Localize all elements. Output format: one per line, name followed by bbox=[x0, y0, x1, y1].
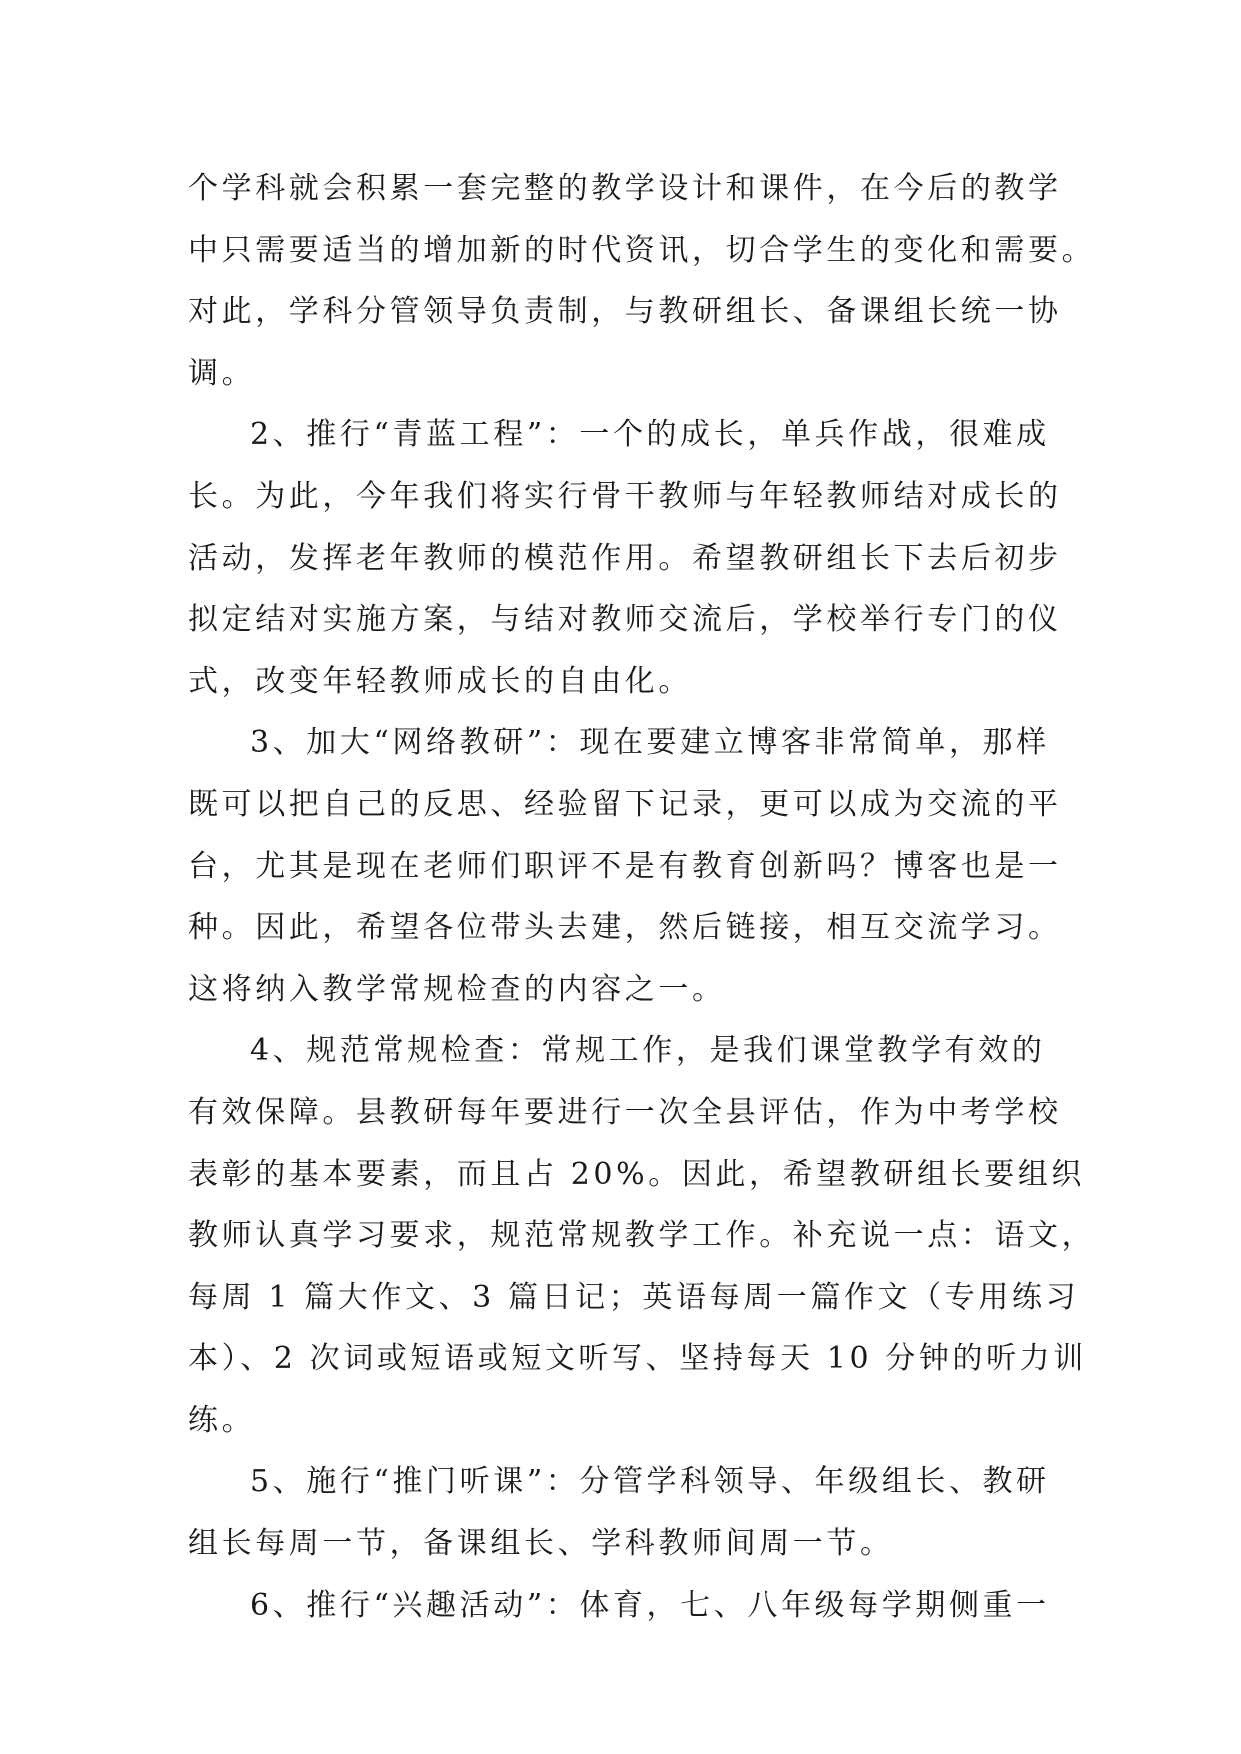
text-line: 活动，发挥老年教师的模范作用。希望教研组长下去后初步 bbox=[188, 540, 1062, 576]
paragraph-first-line: 4、规范常规检查：常规工作，是我们课堂教学有效的 bbox=[250, 1033, 1046, 1069]
text-line: 拟定结对实施方案，与结对教师交流后，学校举行专门的仪 bbox=[188, 602, 1062, 638]
text-line: 这将纳入教学常规检查的内容之一。 bbox=[188, 971, 726, 1007]
text-line: 台，尤其是现在老师们职评不是有教育创新吗？博客也是一 bbox=[188, 848, 1062, 884]
paragraph-first-line: 6、推行“兴趣活动”：体育，七、八年级每学期侧重一 bbox=[250, 1587, 1050, 1623]
text-line: 对此，学科分管领导负责制，与教研组长、备课组长统一协 bbox=[188, 294, 1062, 330]
paragraph-first-line: 3、加大“网络教研”：现在要建立博客非常简单，那样 bbox=[250, 725, 1050, 761]
text-line: 中只需要适当的增加新的时代资讯，切合学生的变化和需要。 bbox=[188, 232, 1096, 268]
text-line: 每周 1 篇大作文、3 篇日记；英语每周一篇作文（专用练习 bbox=[188, 1279, 1080, 1315]
text-line: 组长每周一节，备课组长、学科教师间周一节。 bbox=[188, 1526, 894, 1562]
text-line: 长。为此，今年我们将实行骨干教师与年轻教师结对成长的 bbox=[188, 478, 1062, 514]
text-line: 表彰的基本要素，而且占 20%。因此，希望教研组长要组织 bbox=[188, 1156, 1086, 1192]
document-body bbox=[188, 158, 1096, 1636]
text-line: 既可以把自己的反思、经验留下记录，更可以成为交流的平 bbox=[188, 786, 1062, 822]
text-line: 有效保障。县教研每年要进行一次全县评估，作为中考学校 bbox=[188, 1094, 1062, 1130]
text-line: 式，改变年轻教师成长的自由化。 bbox=[188, 663, 692, 699]
text-line: 练。 bbox=[188, 1402, 256, 1438]
paragraph-first-line: 5、施行“推门听课”：分管学科领导、年级组长、教研 bbox=[250, 1464, 1050, 1500]
text-line: 教师认真学习要求，规范常规教学工作。补充说一点：语文， bbox=[188, 1218, 1096, 1254]
text-line: 个学科就会积累一套完整的教学设计和课件，在今后的教学 bbox=[188, 171, 1062, 206]
text-line: 种。因此，希望各位带头去建，然后链接，相互交流学习。 bbox=[188, 910, 1062, 946]
text-line: 本）、2 次词或短语或短文听写、坚持每天 10 分钟的听力训 bbox=[188, 1341, 1087, 1377]
text-line: 调。 bbox=[188, 355, 256, 391]
paragraph-first-line: 2、推行“青蓝工程”：一个的成长，单兵作战，很难成 bbox=[250, 417, 1050, 453]
